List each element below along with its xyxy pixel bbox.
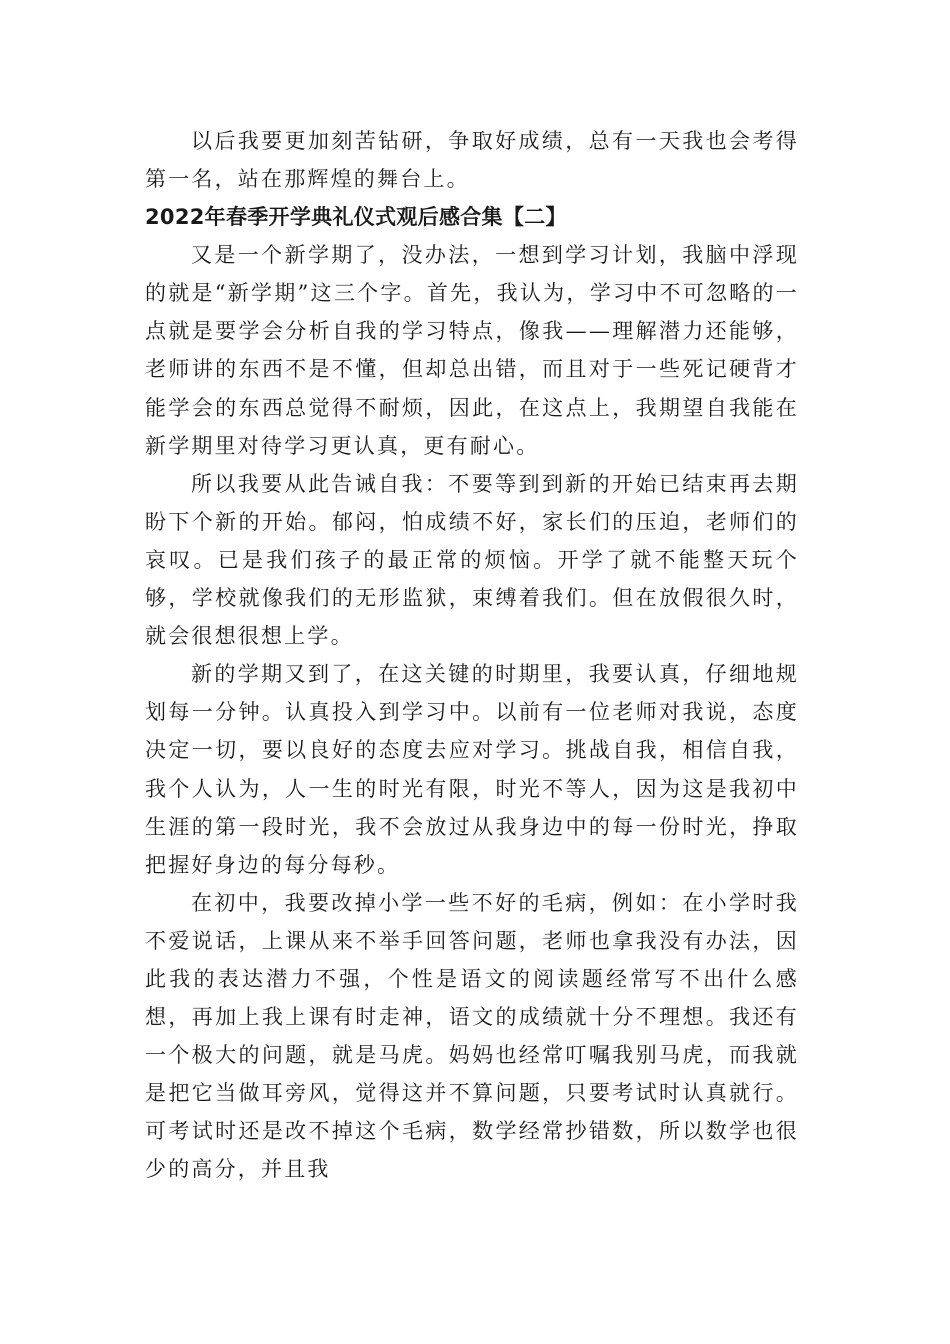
section-heading: 2022年春季开学典礼仪式观后感合集【二】	[145, 205, 567, 230]
paragraph-4: 在初中，我要改掉小学一些不好的毛病，例如：在小学时我不爱说话，上课从来不举手回答问题，老师也拿我没有办法，因此我的表达潜力不强，个性是语文的阅读题经常写不出什么感想，再加上我上课有时走神，语文的成绩就十分不理想。我还有一个极大的问题，就是马虎。妈妈也经常叮嘱我别马虎，而我就是把它当做耳旁风，觉得这并不算问题，只要考试时认真就行。可考试时还是改不掉这个毛病，数学经常抄错数，所以数学也很少的高分，并且我	[145, 890, 799, 1182]
document-page	[145, 122, 799, 1189]
paragraph-1: 又是一个新学期了，没办法，一想到学习计划，我脑中浮现的就是“新学期”这三个字。首先，我认为，学习中不可忽略的一点就是要学会分析自我的学习特点，像我——理解潜力还能够，老师讲的东西不是不懂，但却总出错，而且对于一些死记硬背才能学会的东西总觉得不耐烦，因此，在这点上，我期望自我能在新学期里对待学习更认真，更有耐心。	[145, 243, 799, 458]
paragraph-closing: 以后我要更加刻苦钻研，争取好成绩，总有一天我也会考得第一名，站在那辉煌的舞台上。	[145, 129, 799, 192]
paragraph-3: 新的学期又到了，在这关键的时期里，我要认真，仔细地规划每一分钟。认真投入到学习中。以前有一位老师对我说，态度决定一切，要以良好的态度去应对学习。挑战自我，相信自我，我个人认为，人一生的时光有限，时光不等人，因为这是我初中生涯的第一段时光，我不会放过从我身边中的每一份时光，挣取把握好身边的每分每秒。	[145, 662, 799, 877]
paragraph-2: 所以我要从此告诫自我：不要等到到新的开始已结束再去期盼下个新的开始。郁闷，怕成绩不好，家长们的压迫，老师们的哀叹。已是我们孩子的最正常的烦恼。开学了就不能整天玩个够，学校就像我们的无形监狱，束缚着我们。但在放假很久时，就会很想很想上学。	[145, 471, 799, 649]
